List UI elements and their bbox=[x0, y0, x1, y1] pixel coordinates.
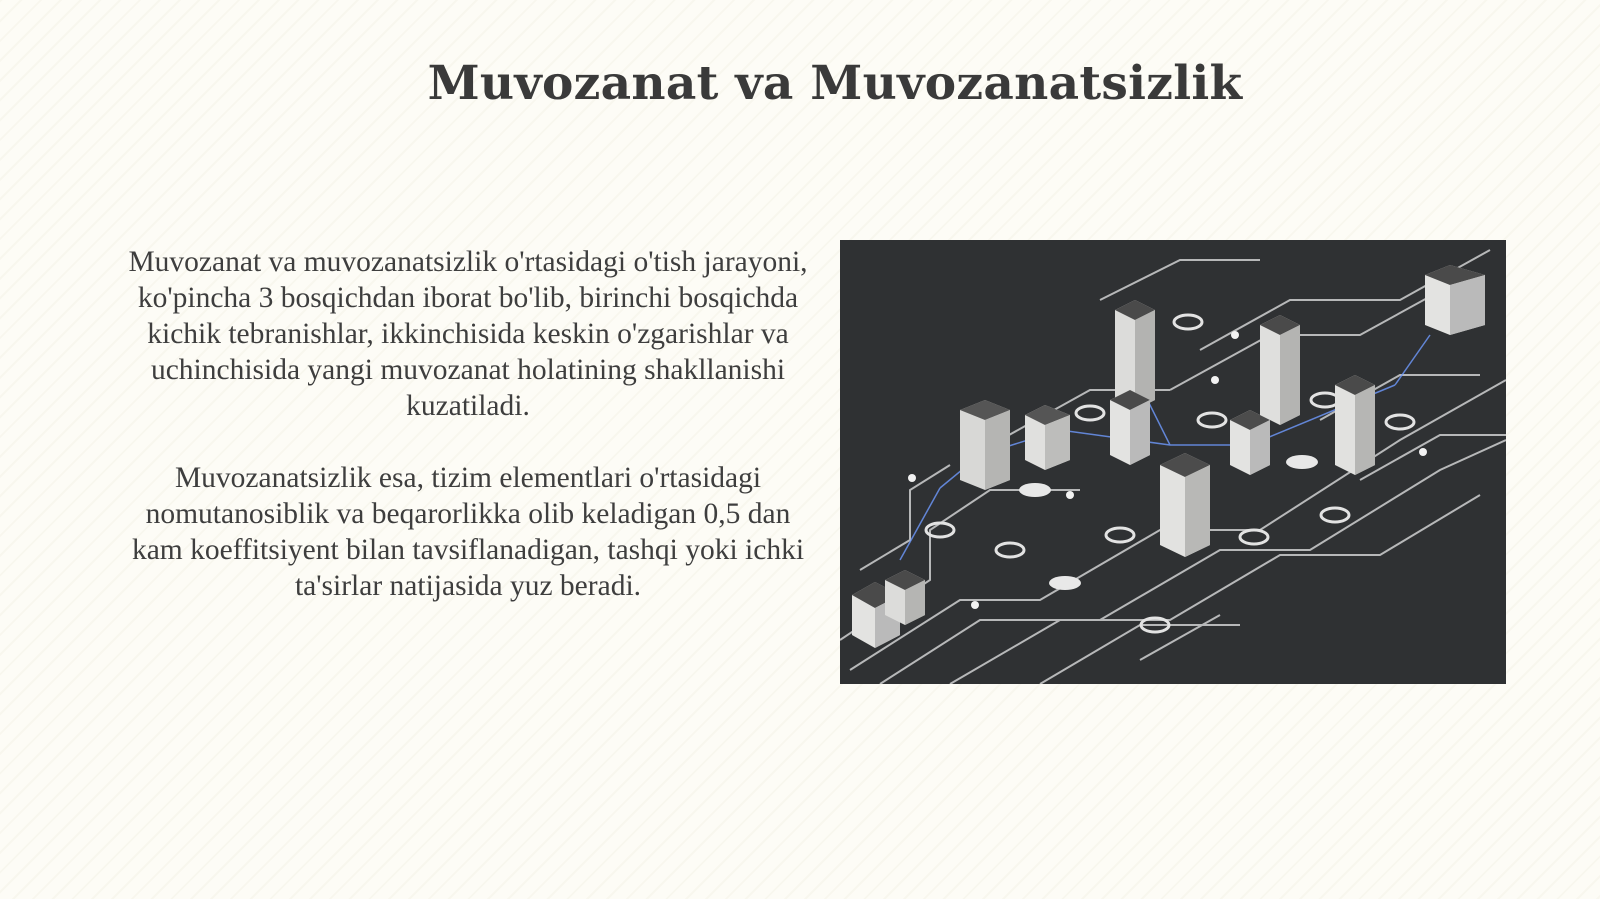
building bbox=[1025, 405, 1070, 470]
building bbox=[1160, 453, 1210, 557]
building bbox=[1110, 390, 1150, 465]
paragraph-transition: Muvozanat va muvozanatsizlik o'rtasidagi o'tish jarayoni, ko'pincha 3 bosqichdan iborat bo'lib, birinchi bosqichda kichik tebranishlar, ikkinchisida keskin o'zgarishlar va uchinchisida yangi muvozanat holatining shakllanishi kuzatiladi. bbox=[128, 246, 808, 422]
building bbox=[1335, 375, 1375, 475]
body-text bbox=[118, 244, 818, 604]
paragraph-spacer bbox=[118, 424, 818, 460]
building bbox=[1230, 410, 1270, 475]
smart-city-illustration bbox=[840, 240, 1506, 684]
building bbox=[960, 400, 1010, 490]
slide-title: Muvozanat va Muvozanatsizlik bbox=[427, 56, 1243, 111]
building bbox=[1260, 315, 1300, 425]
paragraph-imbalance: Muvozanatsizlik esa, tizim elementlari o'rtasidagi nomutanosiblik va beqarorlikka olib keladigan 0,5 dan kam koeffitsiyent bilan tavsiflanadigan, tashqi yoki ichki ta'sirlar natijasida yuz beradi. bbox=[131, 462, 805, 602]
smart-city-image bbox=[840, 240, 1506, 684]
building bbox=[1425, 265, 1485, 335]
building bbox=[885, 570, 925, 625]
